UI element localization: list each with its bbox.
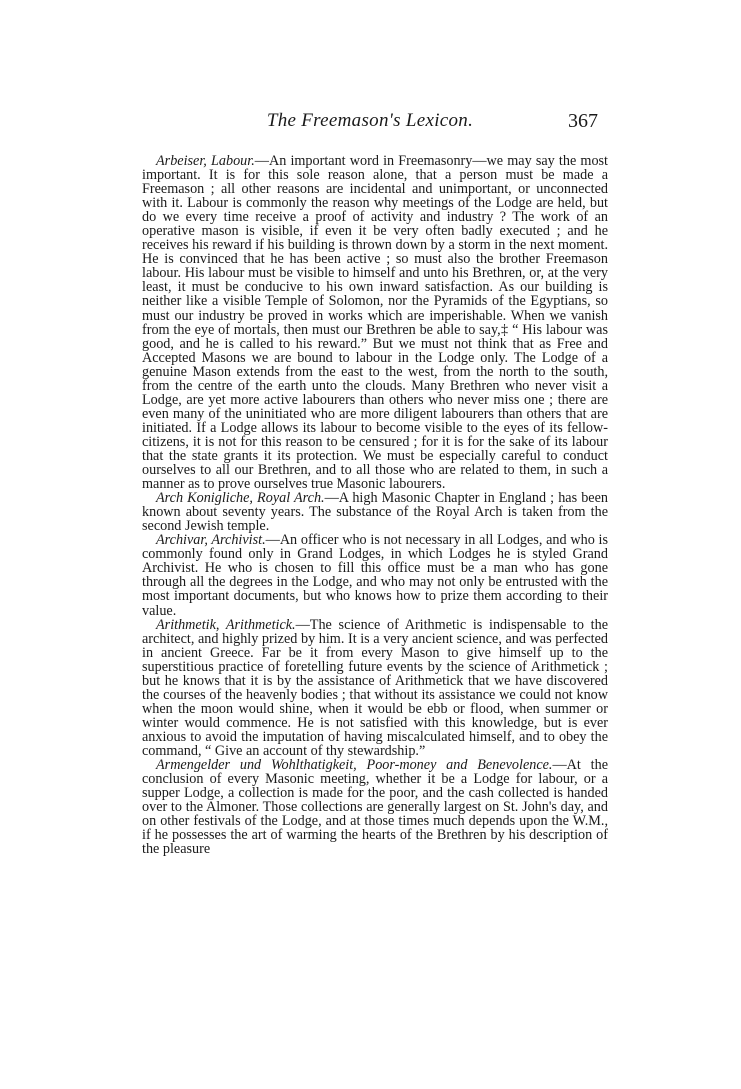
entry-term: Arbeiser, Labour.: [156, 153, 255, 169]
entry-term: Archivar, Archivist.: [156, 532, 266, 549]
page-header: [142, 110, 598, 136]
entry-text: —An important word in Freemasonry—we may say the most important. It is for this sole reason alone, that a person must be made a Freemason ; all other reasons are incidental and unimportant, or unconnected with it. Labour is commonly the reason why meetings of the Lodge are held, but do we every time receive a proof of activity and industry ? The work of an operative mason is visible, if even it be very often badly executed ; and he receives his reward if his building is thrown down by a storm in the next moment. He is convinced that he has been active ; so must also the brother Freemason labour. His labour must be visible to himself and unto his Brethren, or, at the very least, it must be conducive to his own inward satisfaction. As our building is neither like a visible Temple of Solomon, nor the Pyramids of the Egyptians, so must our industry be proved in works which are imperishable. When we vanish from the eye of mortals, then must our Brethren be able to say,‡ “ His labour was good, and he is called to his reward.” But we must not think that as Free and Accepted Masons we are bound to labour in the Lodge only. The Lodge of a genuine Mason extends from the east to the west, from the north to the south, from the centre of the earth unto the clouds. Many Brethren who never visit a Lodge, are yet more active labourers than others who never miss one ; there are even many of the uninitiated who are more diligent labourers than others that are initiated. If a Lodge allows its labour to become visible to the eyes of its fellow-citizens, it is not for this reason to be censured ; for it is for the sake of its labour that the state grants it its protection. We must be especially careful to conduct ourselves to all our Brethren, and to all those who are related to them, in such a manner as to prove ourselves true Masonic labourers.: [142, 153, 609, 493]
entry-term: Arch Konigliche, Royal Arch.: [156, 490, 325, 507]
entry-text: —The science of Arithmetic is indispensable to the architect, and highly prized by him. It is a very ancient science, and was perfected in ancient Greece. Far be it from every Mason to give himself up to the superstitious practice of foretelling future events by the science of Arithmetick ; but he knows that it is by the assistance of Arithmetick that we have discovered the courses of the heavenly bodies ; that without its assistance we could not know when the moon would shine, when it would be ebb or flood, when summer or winter would commence. He is not satisfied with this knowledge, but is ever anxious to avoid the imputation of having miscalculated himself, and to obey the command, “ Give an account of thy stewardship.”: [142, 616, 608, 759]
entry-term: Arithmetik, Arithmetick.: [156, 616, 296, 633]
page-number: 367: [568, 110, 598, 132]
entry-term: Armengelder und Wohlthatigkeit, Poor-money and Benevolence.: [156, 757, 553, 774]
body-text: [142, 154, 608, 856]
lexicon-entry: [142, 618, 608, 758]
entry-text: —A high Masonic Chapter in England ; has been known about seventy years. The substance of the Royal Arch is taken from the second Jewish temple.: [142, 490, 608, 535]
lexicon-entry: [142, 154, 608, 491]
entry-text: —At the conclusion of every Masonic meeting, whether it be a Lodge for labour, or a supper Lodge, a collection is made for the poor, and the cash collected is handed over to the Almoner. Those collections are generally largest on St. John's day, and on other festivals of the Lodge, and at those times much depends upon the W.M., if he possesses the art of warming the hearts of the Brethren by his description of the pleasure: [142, 757, 608, 858]
lexicon-entry: [142, 491, 608, 533]
entry-text: —An officer who is not necessary in all Lodges, and who is commonly found only in Grand Lodges, in which Lodges he is styled Grand Archivist. He who is chosen to fill this office must be a man who has gone through all the degrees in the Lodge, and who may not only be entrusted with the most important documents, but who knows how to prize them according to their value.: [142, 532, 608, 619]
lexicon-entry: [142, 533, 608, 617]
lexicon-entry: [142, 758, 608, 856]
running-title: The Freemason's Lexicon.: [266, 110, 474, 131]
